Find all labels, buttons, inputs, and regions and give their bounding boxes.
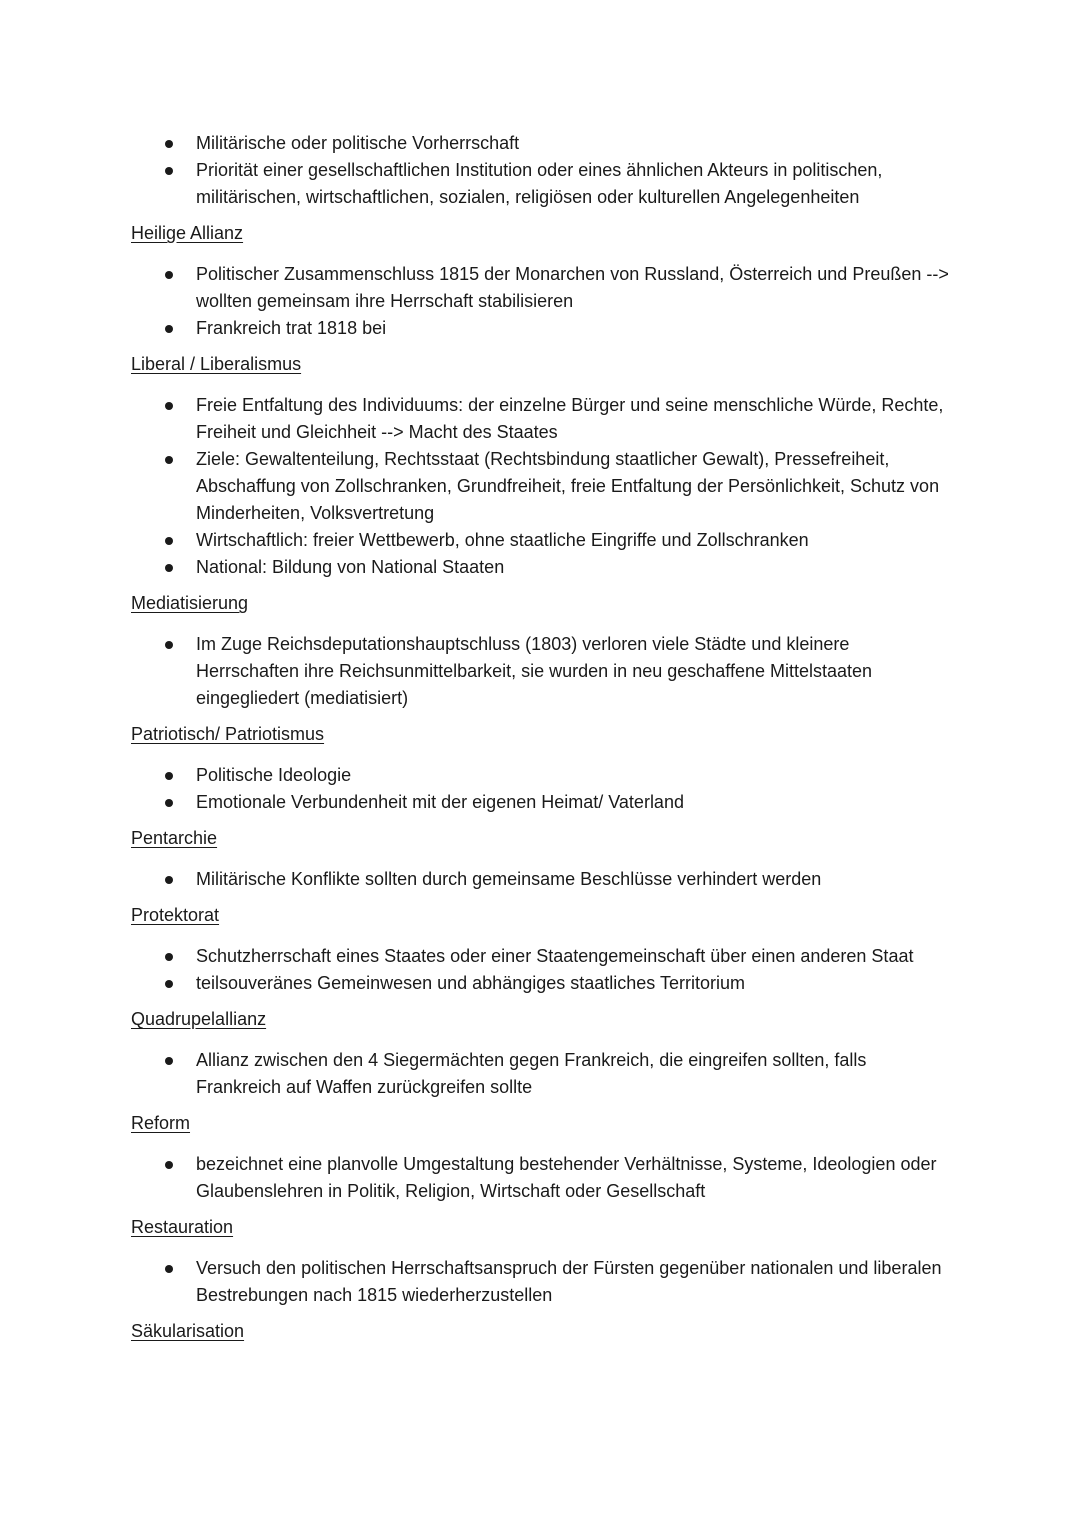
list-item: Schutzherrschaft eines Staates oder einer Staatengemeinschaft über einen anderen Staat — [196, 943, 956, 970]
section-protektorat — [0, 893, 1080, 997]
definition-list — [0, 392, 1080, 581]
bullet-icon — [165, 564, 173, 572]
term-heading: Liberal / Liberalismus — [131, 354, 302, 374]
section-patriotismus — [0, 712, 1080, 816]
section-mediatisierung — [0, 581, 1080, 712]
bullet-icon — [165, 953, 173, 961]
definition-list — [0, 261, 1080, 342]
list-item: Freie Entfaltung des Individuums: der einzelne Bürger und seine menschliche Würde, Rechte, Freiheit und Gleichheit --> Macht des Staates — [196, 392, 956, 446]
bullet-icon — [165, 1057, 173, 1065]
bullet-icon — [165, 799, 173, 807]
definition-list — [0, 943, 1080, 997]
term-heading: Protektorat — [131, 905, 220, 925]
list-item: bezeichnet eine planvolle Umgestaltung bestehender Verhältnisse, Systeme, Ideologien oder Glaubenslehren in Politik, Religion, Wirtschaft oder Gesellschaft — [196, 1151, 956, 1205]
term-heading: Reform — [131, 1113, 191, 1133]
list-item: Frankreich trat 1818 bei — [196, 315, 956, 342]
bullet-icon — [165, 876, 173, 884]
section-restauration — [0, 1205, 1080, 1309]
bullet-icon — [165, 167, 173, 175]
bullet-icon — [165, 456, 173, 464]
definition-list — [0, 1255, 1080, 1309]
section-heilige-allianz — [0, 211, 1080, 342]
list-item: Emotionale Verbundenheit mit der eigenen Heimat/ Vaterland — [196, 789, 956, 816]
section-pentarchie — [0, 816, 1080, 893]
section-reform — [0, 1101, 1080, 1205]
section-liberalismus — [0, 342, 1080, 581]
bullet-icon — [165, 402, 173, 410]
bullet-icon — [165, 325, 173, 333]
document-page — [0, 130, 1080, 1359]
list-item: Priorität einer gesellschaftlichen Institution oder eines ähnlichen Akteurs in politischen, militärischen, wirtschaftlichen, sozialen, religiösen oder kulturellen Angelegenheiten — [196, 157, 956, 211]
term-heading: Quadrupelallianz — [131, 1009, 267, 1029]
bullet-icon — [165, 1265, 173, 1273]
list-item: Allianz zwischen den 4 Siegermächten gegen Frankreich, die eingreifen sollten, falls Frankreich auf Waffen zurückgreifen sollte — [196, 1047, 956, 1101]
bullet-icon — [165, 537, 173, 545]
list-item: Im Zuge Reichsdeputationshauptschluss (1803) verloren viele Städte und kleinere Herrschaften ihre Reichsunmittelbarkeit, sie wurden in neu geschaffene Mittelstaaten eingegliedert (mediatisiert) — [196, 631, 956, 712]
intro-list — [0, 130, 1080, 211]
bullet-icon — [165, 271, 173, 279]
list-item: Wirtschaftlich: freier Wettbewerb, ohne staatliche Eingriffe und Zollschranken — [196, 527, 956, 554]
definition-list — [0, 631, 1080, 712]
section-quadrupelallianz — [0, 997, 1080, 1101]
term-heading: Restauration — [131, 1217, 234, 1237]
list-item: Versuch den politischen Herrschaftsanspruch der Fürsten gegenüber nationalen und liberalen Bestrebungen nach 1815 wiederherzustellen — [196, 1255, 956, 1309]
bullet-icon — [165, 980, 173, 988]
bullet-icon — [165, 140, 173, 148]
list-item: teilsouveränes Gemeinwesen und abhängiges staatliches Territorium — [196, 970, 956, 997]
list-item: National: Bildung von National Staaten — [196, 554, 956, 581]
term-heading: Patriotisch/ Patriotismus — [131, 724, 325, 744]
term-heading: Mediatisierung — [131, 593, 249, 613]
term-heading: Pentarchie — [131, 828, 218, 848]
term-heading: Säkularisation — [131, 1321, 245, 1341]
bullet-icon — [165, 772, 173, 780]
definition-list — [0, 1047, 1080, 1101]
definition-list — [0, 866, 1080, 893]
bullet-icon — [165, 1161, 173, 1169]
list-item: Militärische Konflikte sollten durch gemeinsame Beschlüsse verhindert werden — [196, 866, 956, 893]
list-item: Ziele: Gewaltenteilung, Rechtsstaat (Rechtsbindung staatlicher Gewalt), Pressefreiheit, Abschaffung von Zollschranken, Grundfreiheit, freie Entfaltung der Persönlichkeit, Schutz von Minderheiten, Volksvertretung — [196, 446, 956, 527]
definition-list — [0, 1151, 1080, 1205]
section-saekularisation — [0, 1309, 1080, 1359]
term-heading: Heilige Allianz — [131, 223, 244, 243]
list-item: Politische Ideologie — [196, 762, 956, 789]
list-item: Militärische oder politische Vorherrschaft — [196, 130, 956, 157]
definition-list — [0, 762, 1080, 816]
bullet-icon — [165, 641, 173, 649]
list-item: Politischer Zusammenschluss 1815 der Monarchen von Russland, Österreich und Preußen --> wollten gemeinsam ihre Herrschaft stabilisieren — [196, 261, 956, 315]
